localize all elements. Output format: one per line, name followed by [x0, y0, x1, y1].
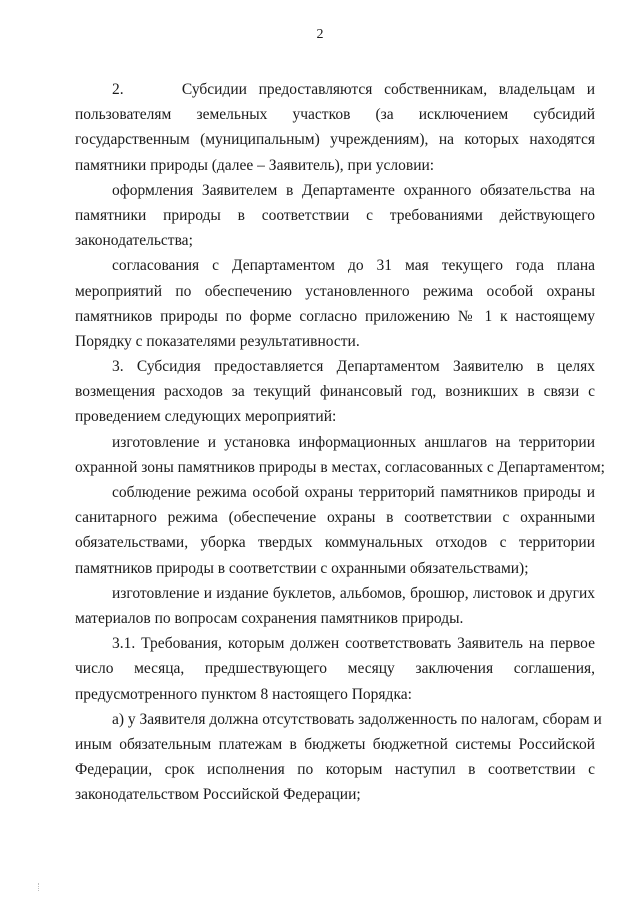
text-line: мероприятий по обеспечению установленного режима особой охраны: [75, 282, 595, 300]
text-line: а) у Заявителя должна отсутствовать задолженность по налогам, сборам и: [112, 710, 602, 728]
text-line: 3. Субсидия предоставляется Департаментом Заявителю в целях: [112, 358, 595, 376]
text-line: оформления Заявителем в Департаменте охранного обязательства на: [112, 181, 595, 199]
paragraph-requirement-a: [75, 707, 602, 808]
text-line: возмещения расходов за текущий финансовый год, возникших в связи с: [75, 383, 595, 401]
paragraph-3: [75, 354, 595, 430]
text-line: число месяца, предшествующего месяцу заключения соглашения,: [75, 660, 595, 678]
paragraph-condition-2: [75, 253, 595, 354]
text-line: проведением следующих мероприятий:: [75, 408, 337, 426]
text-line: государственным (муниципальным) учреждениям), на которых находятся: [75, 131, 595, 149]
text-line: Федерации, срок исполнения по которым наступил в соответствии с: [75, 761, 595, 779]
text-line: обязательствами, уборка твердых коммунальных отходов с территории: [75, 534, 595, 552]
text-line: санитарного режима (обеспечение охраны в соответствии с охранными: [75, 509, 595, 527]
scan-mark: [38, 883, 41, 891]
text-line: памятники природы (далее – Заявитель), при условии:: [75, 156, 435, 174]
text-line: законодательством Российской Федерации;: [75, 786, 361, 804]
text-line: иным обязательным платежам в бюджеты бюджетной системы Российской: [75, 735, 595, 753]
text-line: законодательства;: [75, 232, 193, 250]
text-line: материалов по вопросам сохранения памятников природы.: [75, 609, 464, 627]
document-body: [75, 77, 605, 807]
paragraph-2: [75, 77, 595, 178]
paragraph-3-1: [75, 631, 595, 707]
text-line: предусмотренного пунктом 8 настоящего Порядка:: [75, 685, 412, 703]
text-line: согласования с Департаментом до 31 мая текущего года плана: [112, 257, 595, 275]
paragraph-activity-1: [75, 430, 605, 480]
text-line: соблюдение режима особой охраны территорий памятников природы и: [112, 484, 595, 501]
text-line: памятников природы в соответствии с охранными обязательствами);: [75, 559, 529, 577]
paragraph-activity-3: [75, 581, 595, 631]
text-line: 3.1. Требования, которым должен соответствовать Заявитель на первое: [112, 635, 595, 653]
text-line: памятников природы по форме согласно приложению № 1 к настоящему: [75, 307, 595, 325]
text-line: охранной зоны памятников природы в местах, согласованных с Департаментом;: [75, 458, 605, 476]
page-number: 2: [316, 27, 324, 42]
text-line: 2. Субсидии предоставляются собственникам, владельцам и: [112, 81, 595, 98]
text-line: пользователям земельных участков (за исключением субсидий: [75, 106, 595, 124]
text-line: изготовление и установка информационных аншлагов на территории: [112, 433, 595, 451]
paragraph-activity-2: [75, 480, 595, 581]
text-line: изготовление и издание буклетов, альбомов, брошюр, листовок и других: [112, 584, 595, 602]
text-line: памятники природы в соответствии с требованиями действующего: [75, 206, 595, 224]
paragraph-condition-1: [75, 178, 595, 254]
text-line: Порядку с показателями результативности.: [75, 332, 360, 350]
